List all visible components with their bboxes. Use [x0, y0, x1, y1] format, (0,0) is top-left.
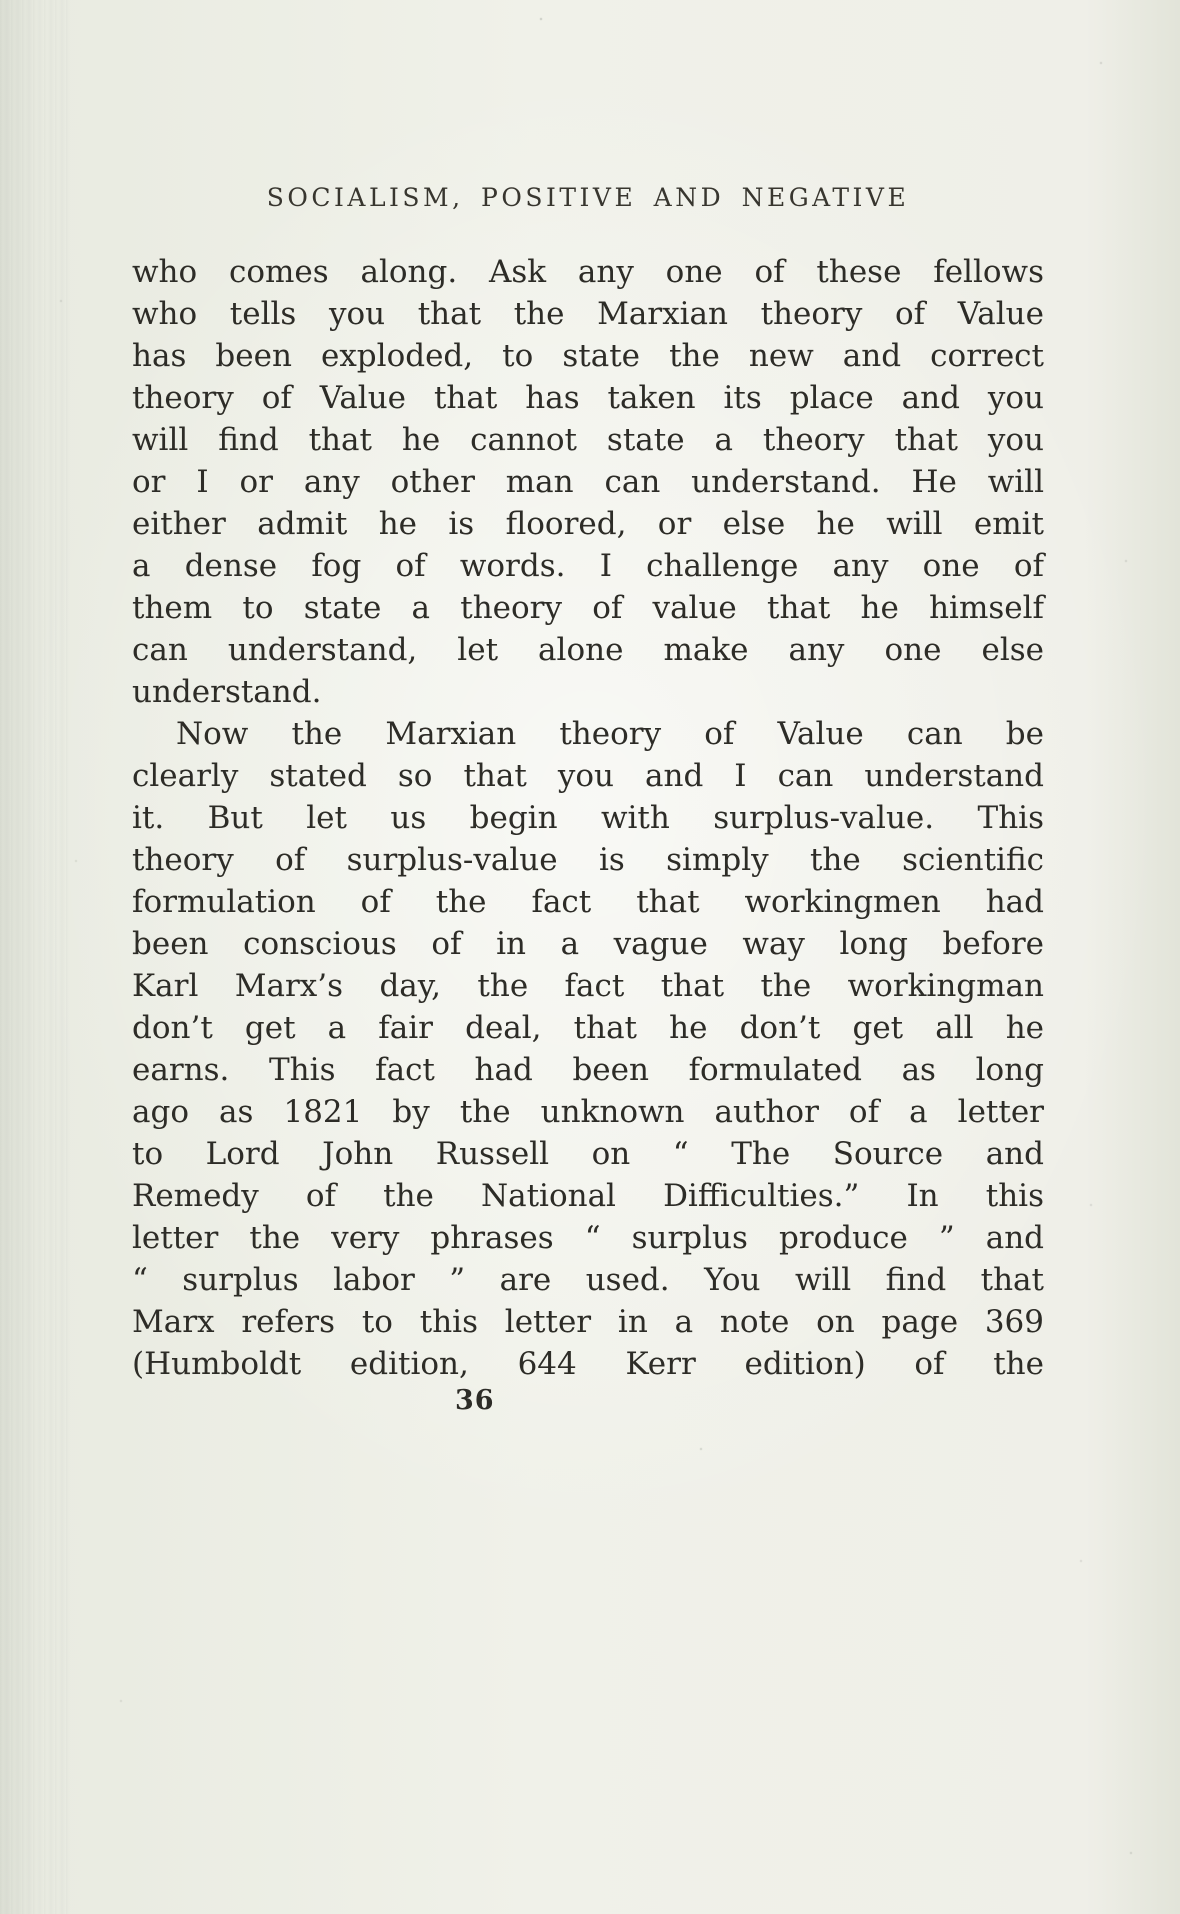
text-line: Remedy of the National Difficulties.” In this: [132, 1178, 1044, 1214]
text-line: “ surplus labor ” are used. You will find that: [132, 1262, 1044, 1298]
scan-specks: [0, 0, 2, 2]
text-line: letter the very phrases “ surplus produce ” and: [132, 1220, 1044, 1256]
text-line: will find that he cannot state a theory that you: [132, 422, 1044, 458]
text-line: theory of surplus-value is simply the scientific: [132, 842, 1044, 878]
text-line: formulation of the fact that workingmen had: [132, 884, 1044, 920]
text-line: Marx refers to this letter in a note on page 369: [132, 1304, 1044, 1340]
text-line: has been exploded, to state the new and correct: [132, 338, 1044, 374]
text-line: theory of Value that has taken its place and you: [132, 380, 1044, 416]
text-line: a dense fog of words. I challenge any one of: [132, 548, 1044, 584]
text-line: Now the Marxian theory of Value can be: [176, 716, 1044, 752]
text-line: earns. This fact had been formulated as long: [132, 1052, 1044, 1088]
text-line: (Humboldt edition, 644 Kerr edition) of the: [132, 1346, 1044, 1382]
text-line: them to state a theory of value that he himself: [132, 590, 1044, 626]
text-line: who tells you that the Marxian theory of Value: [132, 296, 1044, 332]
running-header: SOCIALISM, POSITIVE AND NEGATIVE: [266, 183, 910, 212]
text-line: it. But let us begin with surplus-value. This: [132, 800, 1044, 836]
text-line: understand.: [132, 674, 322, 710]
text-line: can understand, let alone make any one else: [132, 632, 1044, 668]
text-line: or I or any other man can understand. He will: [132, 464, 1044, 500]
text-line: ago as 1821 by the unknown author of a letter: [132, 1094, 1044, 1130]
page-number: 36: [455, 1385, 495, 1416]
text-line: don’t get a fair deal, that he don’t get all he: [132, 1010, 1044, 1046]
text-line: been conscious of in a vague way long before: [132, 926, 1044, 962]
text-line: who comes along. Ask any one of these fellows: [132, 254, 1044, 290]
text-line: to Lord John Russell on “ The Source and: [132, 1136, 1044, 1172]
text-line: clearly stated so that you and I can understand: [132, 758, 1044, 794]
scan-gutter-shading: [0, 0, 70, 1914]
text-line: either admit he is floored, or else he will emit: [132, 506, 1044, 542]
text-line: Karl Marx’s day, the fact that the workingman: [132, 968, 1044, 1004]
text-block: [132, 251, 1044, 1385]
